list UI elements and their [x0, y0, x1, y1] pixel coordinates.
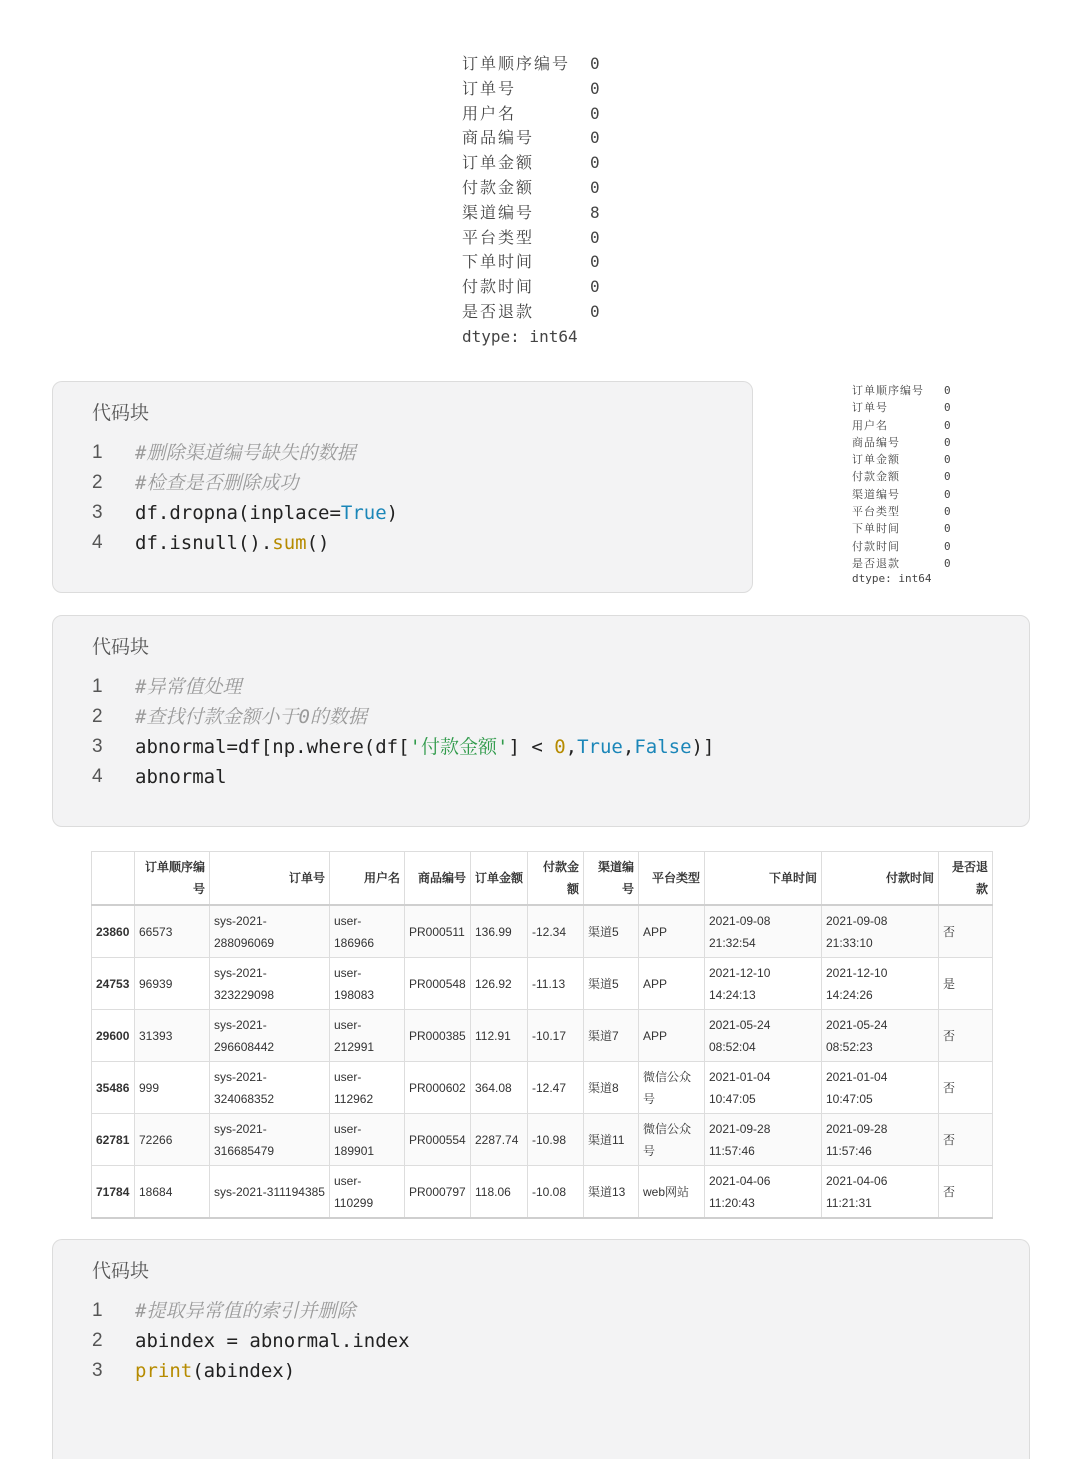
code-block-dropna: [52, 381, 753, 593]
output-row: [462, 250, 600, 275]
index-header: [92, 852, 135, 906]
output-row: [462, 151, 600, 176]
column-header: 用户名: [330, 852, 405, 906]
line-number: 4: [92, 532, 103, 553]
line-number: 1: [92, 442, 103, 463]
code-block-abindex: [52, 1239, 1030, 1459]
table-cell: 否: [939, 905, 993, 958]
column-name: 订单金额: [852, 453, 900, 467]
code-line: [92, 1326, 410, 1356]
table-cell: sys-2021-288096069: [210, 905, 330, 958]
code-line: [92, 468, 398, 498]
column-header: 订单金额: [471, 852, 528, 906]
table-cell: user-189901: [330, 1114, 405, 1166]
output-row: [852, 434, 951, 451]
column-name: 下单时间: [852, 522, 900, 536]
line-number: 2: [92, 1330, 103, 1351]
output-row: [852, 520, 951, 537]
table-cell: 18684: [135, 1166, 210, 1219]
code-comment: #查找付款金额小于0的数据: [135, 706, 367, 728]
row-index: 35486: [92, 1062, 135, 1114]
code-line: [92, 762, 714, 792]
line-number: 2: [92, 472, 103, 493]
null-count: 0: [944, 453, 951, 467]
table-cell: 2021-05-24 08:52:23: [822, 1010, 939, 1062]
output-row: [462, 126, 600, 151]
line-number: 3: [92, 736, 103, 757]
output-row: [462, 226, 600, 251]
output-row: [852, 486, 951, 503]
null-count: 0: [590, 227, 600, 247]
table-cell: user-110299: [330, 1166, 405, 1219]
null-count: 0: [590, 78, 600, 98]
line-number: 3: [92, 1360, 103, 1381]
output-row: [462, 300, 600, 325]
table-cell: 渠道11: [584, 1114, 639, 1166]
table-row: [92, 1114, 993, 1166]
table-row: [92, 1010, 993, 1062]
table-cell: 96939: [135, 958, 210, 1010]
output-row: [852, 399, 951, 416]
column-name: 订单顺序编号: [462, 54, 571, 73]
null-count-output: [462, 52, 600, 346]
column-name: 是否退款: [852, 556, 900, 570]
table-cell: 126.92: [471, 958, 528, 1010]
table-cell: 112.91: [471, 1010, 528, 1062]
table-cell: 999: [135, 1062, 210, 1114]
table-cell: -10.17: [528, 1010, 584, 1062]
dtype-label: dtype: int64: [852, 572, 932, 586]
output-row: [462, 102, 600, 127]
table-cell: 否: [939, 1114, 993, 1166]
code-comment: #删除渠道编号缺失的数据: [135, 442, 356, 464]
column-header: 下单时间: [705, 852, 822, 906]
table-cell: 否: [939, 1166, 993, 1219]
column-header: 订单号: [210, 852, 330, 906]
table-cell: PR000797: [405, 1166, 471, 1219]
code-line: [92, 1356, 410, 1386]
code-block-title: 代码块: [92, 1261, 150, 1282]
table-cell: 微信公众号: [639, 1114, 705, 1166]
table-cell: 2021-09-28 11:57:46: [822, 1114, 939, 1166]
table-cell: 2021-01-04 10:47:05: [822, 1062, 939, 1114]
code-line: [92, 498, 398, 528]
column-header: 渠道编号: [584, 852, 639, 906]
code-line: [92, 1296, 410, 1326]
table-cell: -12.47: [528, 1062, 584, 1114]
table-cell: -11.13: [528, 958, 584, 1010]
output-row: [462, 77, 600, 102]
row-index: 29600: [92, 1010, 135, 1062]
code-text: abnormal: [135, 766, 227, 788]
table-cell: -12.34: [528, 905, 584, 958]
table-cell: 2021-12-10 14:24:26: [822, 958, 939, 1010]
code-comment: #异常值处理: [135, 676, 242, 698]
table-cell: sys-2021-311194385: [210, 1166, 330, 1219]
table-cell: 渠道13: [584, 1166, 639, 1219]
column-header: 平台类型: [639, 852, 705, 906]
null-count: 0: [944, 487, 951, 501]
table-cell: 136.99: [471, 905, 528, 958]
column-name: 用户名: [462, 103, 517, 123]
column-name: 渠道编号: [462, 202, 535, 222]
table-cell: -10.98: [528, 1114, 584, 1166]
null-count: 0: [944, 418, 951, 432]
table-cell: APP: [639, 905, 705, 958]
table-cell: user-112962: [330, 1062, 405, 1114]
table-cell: 否: [939, 1010, 993, 1062]
column-name: 用户名: [852, 418, 888, 432]
code-block-abnormal: [52, 615, 1030, 827]
column-name: 是否退款: [462, 301, 535, 321]
column-name: 付款金额: [462, 177, 535, 197]
code-block-title: 代码块: [92, 403, 150, 424]
table-cell: 66573: [135, 905, 210, 958]
table-cell: sys-2021-323229098: [210, 958, 330, 1010]
table-cell: 是: [939, 958, 993, 1010]
null-count: 0: [944, 539, 951, 553]
null-count: 0: [590, 128, 600, 148]
column-name: 渠道编号: [852, 487, 900, 501]
null-count: 0: [944, 556, 951, 570]
table-cell: PR000602: [405, 1062, 471, 1114]
output-row: [852, 382, 951, 399]
null-count: 0: [590, 54, 600, 73]
column-name: 商品编号: [852, 435, 900, 449]
null-count-output-after-drop: [852, 382, 951, 585]
table-header-row: [92, 852, 993, 906]
code-text: abindex = abnormal.index: [135, 1330, 410, 1352]
column-name: 付款时间: [852, 539, 900, 553]
code-line: [92, 528, 398, 558]
column-header: 付款时间: [822, 852, 939, 906]
table-cell: 72266: [135, 1114, 210, 1166]
table-cell: PR000511: [405, 905, 471, 958]
output-row: [462, 275, 600, 300]
line-number: 2: [92, 706, 103, 727]
output-row: [852, 468, 951, 485]
column-name: 平台类型: [462, 227, 535, 247]
null-count: 0: [944, 401, 951, 415]
code-comment: #提取异常值的索引并删除: [135, 1300, 356, 1322]
table-cell: PR000554: [405, 1114, 471, 1166]
output-row: [852, 538, 951, 555]
null-count: 8: [590, 202, 600, 222]
table-row: [92, 958, 993, 1010]
null-count: 0: [590, 301, 600, 321]
output-row: [462, 52, 600, 77]
column-name: 商品编号: [462, 128, 535, 148]
table-cell: 2021-09-28 11:57:46: [705, 1114, 822, 1166]
null-count: 0: [590, 177, 600, 197]
output-row: [852, 451, 951, 468]
row-index: 23860: [92, 905, 135, 958]
table-cell: 31393: [135, 1010, 210, 1062]
null-count: 0: [590, 277, 600, 297]
row-index: 62781: [92, 1114, 135, 1166]
table-cell: 2021-04-06 11:21:31: [822, 1166, 939, 1219]
null-count: 0: [944, 470, 951, 484]
abnormal-dataframe-table: [91, 851, 993, 1219]
column-header: 付款金额: [528, 852, 584, 906]
table-cell: sys-2021-316685479: [210, 1114, 330, 1166]
table-cell: user-198083: [330, 958, 405, 1010]
table-cell: 否: [939, 1062, 993, 1114]
column-name: 订单号: [462, 78, 517, 98]
code-text: print(abindex): [135, 1360, 296, 1382]
null-count: 0: [590, 252, 600, 272]
table-cell: APP: [639, 958, 705, 1010]
column-name: 订单金额: [462, 153, 535, 173]
null-count: 0: [590, 153, 600, 173]
column-header: 是否退款: [939, 852, 993, 906]
output-row: [852, 503, 951, 520]
code-comment: #检查是否删除成功: [135, 472, 299, 494]
column-name: 订单顺序编号: [852, 384, 924, 397]
dtype-label: dtype: int64: [462, 326, 578, 346]
table-cell: user-186966: [330, 905, 405, 958]
column-name: 订单号: [852, 401, 888, 415]
table-cell: 微信公众号: [639, 1062, 705, 1114]
output-row: [462, 201, 600, 226]
null-count: 0: [944, 384, 951, 397]
table-cell: web网站: [639, 1166, 705, 1219]
table-cell: 2021-05-24 08:52:04: [705, 1010, 822, 1062]
table-cell: 2021-12-10 14:24:13: [705, 958, 822, 1010]
line-number: 1: [92, 676, 103, 697]
table-cell: sys-2021-324068352: [210, 1062, 330, 1114]
table-cell: 渠道8: [584, 1062, 639, 1114]
row-index: 71784: [92, 1166, 135, 1219]
table-cell: PR000385: [405, 1010, 471, 1062]
table-cell: APP: [639, 1010, 705, 1062]
null-count: 0: [944, 522, 951, 536]
column-header: 商品编号: [405, 852, 471, 906]
table-cell: 2021-01-04 10:47:05: [705, 1062, 822, 1114]
table-cell: 2021-04-06 11:20:43: [705, 1166, 822, 1219]
code-line: [92, 702, 714, 732]
output-row: [852, 417, 951, 434]
column-name: 付款金额: [852, 470, 900, 484]
code-line: [92, 672, 714, 702]
row-index: 24753: [92, 958, 135, 1010]
null-count: 0: [590, 103, 600, 123]
table-cell: -10.08: [528, 1166, 584, 1219]
table-cell: 渠道7: [584, 1010, 639, 1062]
code-line: [92, 438, 398, 468]
code-block-title: 代码块: [92, 637, 150, 658]
column-name: 付款时间: [462, 277, 535, 297]
table-row: [92, 1166, 993, 1219]
null-count: 0: [944, 435, 951, 449]
table-cell: 2021-09-08 21:32:54: [705, 905, 822, 958]
table-cell: 364.08: [471, 1062, 528, 1114]
code-text: df.dropna(inplace=True): [135, 502, 399, 524]
line-number: 4: [92, 766, 103, 787]
table-cell: 渠道5: [584, 958, 639, 1010]
line-number: 1: [92, 1300, 103, 1321]
table-cell: 2021-09-08 21:33:10: [822, 905, 939, 958]
output-row: [462, 176, 600, 201]
column-header: 订单顺序编号: [135, 852, 210, 906]
line-number: 3: [92, 502, 103, 523]
table-cell: user-212991: [330, 1010, 405, 1062]
column-name: 平台类型: [852, 505, 900, 519]
table-cell: 2287.74: [471, 1114, 528, 1166]
column-name: 下单时间: [462, 252, 535, 272]
code-text: abnormal=df[np.where(df['付款金额'] < 0,True,False)]: [135, 736, 715, 758]
table-cell: 渠道5: [584, 905, 639, 958]
table-row: [92, 1062, 993, 1114]
null-count: 0: [944, 505, 951, 519]
table-row: [92, 905, 993, 958]
table-cell: PR000548: [405, 958, 471, 1010]
table-cell: sys-2021-296608442: [210, 1010, 330, 1062]
code-text: df.isnull().sum(): [135, 532, 330, 554]
code-line: [92, 732, 714, 762]
output-row: [852, 555, 951, 572]
table-cell: 118.06: [471, 1166, 528, 1219]
